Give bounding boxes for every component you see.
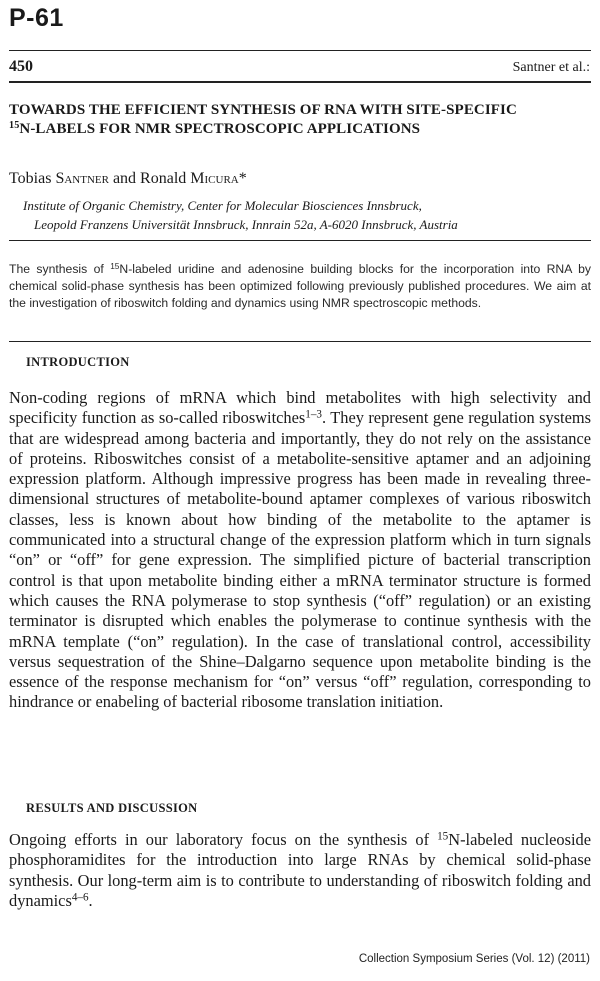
introduction-paragraph — [9, 388, 591, 713]
intro-text-start: Non-coding regions of mRNA which bind metabolites with high selectivity and specificity function as so-called riboswitches — [9, 388, 591, 428]
article-title — [9, 101, 591, 139]
results-text-mid: N-labeled nucleoside phosphoramidites for the introduction into large RNAs by chemical solid-phase synthesis. Our long-term aim is to contribute to understanding of riboswitch folding and dynamics — [9, 830, 592, 910]
intro-reference-superscript: 1–3 — [305, 408, 322, 421]
top-rule — [9, 50, 591, 51]
introduction-heading: INTRODUCTION — [26, 355, 130, 369]
affiliation-line-2: Leopold Franzens Universität Innsbruck, Innrain 52a, A-6020 Innsbruck, Austria — [34, 217, 458, 232]
author1-first-name: Tobias — [9, 170, 56, 187]
results-text-start: Ongoing efforts in our laboratory focus on the synthesis of — [9, 830, 438, 849]
title-isotope-superscript: 15 — [9, 119, 20, 131]
title-line-1: TOWARDS THE EFFICIENT SYNTHESIS OF RNA WITH SITE-SPECIFIC — [9, 102, 517, 118]
author2-last-name: Micura — [190, 170, 239, 187]
poster-number: P-61 — [9, 4, 64, 32]
results-isotope-superscript: 15 — [437, 830, 449, 843]
corresponding-author-mark: * — [238, 170, 247, 187]
results-reference-superscript: 4–6 — [71, 891, 89, 904]
author-line — [9, 170, 247, 188]
author1-last-name: Santner — [55, 170, 109, 187]
abstract-text-start: The synthesis of — [9, 262, 111, 276]
running-head: Santner et al.: — [512, 60, 590, 75]
header-rule — [9, 81, 591, 83]
affiliation — [9, 196, 591, 234]
affiliation-line-1: Institute of Organic Chemistry, Center for Molecular Biosciences Innsbruck, — [23, 198, 422, 213]
results-text-end: . — [88, 890, 93, 910]
page-number: 450 — [9, 58, 33, 75]
series-footer: Collection Symposium Series (Vol. 12) (2011) — [358, 953, 590, 965]
abstract-text-rest: N-labeled uridine and adenosine building blocks for the incorporation into RNA by chemical solid-phase synthesis has been optimized following previously published procedures. We aim at the investigation of riboswitch folding and dynamics using NMR spectroscopic methods. — [9, 262, 591, 310]
abstract-top-rule — [9, 240, 591, 241]
abstract — [9, 261, 591, 312]
title-line-2: N-LABELS FOR NMR SPECTROSCOPIC APPLICATIONS — [19, 121, 421, 137]
author-connector: and Ronald — [108, 170, 191, 187]
results-paragraph — [9, 830, 591, 911]
intro-text-rest: . They represent gene regulation systems that are widespread among bacteria and importantly, they do not rely on the assistance of proteins. Riboswitches consist of a metabolite-sensitive aptamer and an adjoining expression platform. Although impressive progress has been made in revealing three-dimensional structures of metabolite-bound aptamer complexes of various riboswitch classes, less is known about how binding of the metabolite to the aptamer is communicated into a structural change of the expression platform which in turn signals “on” or “off” for gene expression. The simplified picture of bacterial transcription control is that upon metabolite binding either a mRNA terminator structure is formed which causes the RNA polymerase to stop synthesis (“off” regulation) or an existing terminator is disrupted which enables the polymerase to continue synthesis with the mRNA template (“on” regulation). In the case of translational control, accessibility versus sequestration of the Shine–Dalgarno sequence upon metabolite binding is the essence of the response mechanism for “on” versus “off” regulation, corresponding to hindrance or enabeling of bacterial ribosome translation initiation. — [9, 408, 591, 712]
abstract-bottom-rule — [9, 341, 591, 342]
abstract-isotope-superscript: 15 — [110, 260, 120, 271]
results-heading: RESULTS AND DISCUSSION — [26, 801, 198, 815]
